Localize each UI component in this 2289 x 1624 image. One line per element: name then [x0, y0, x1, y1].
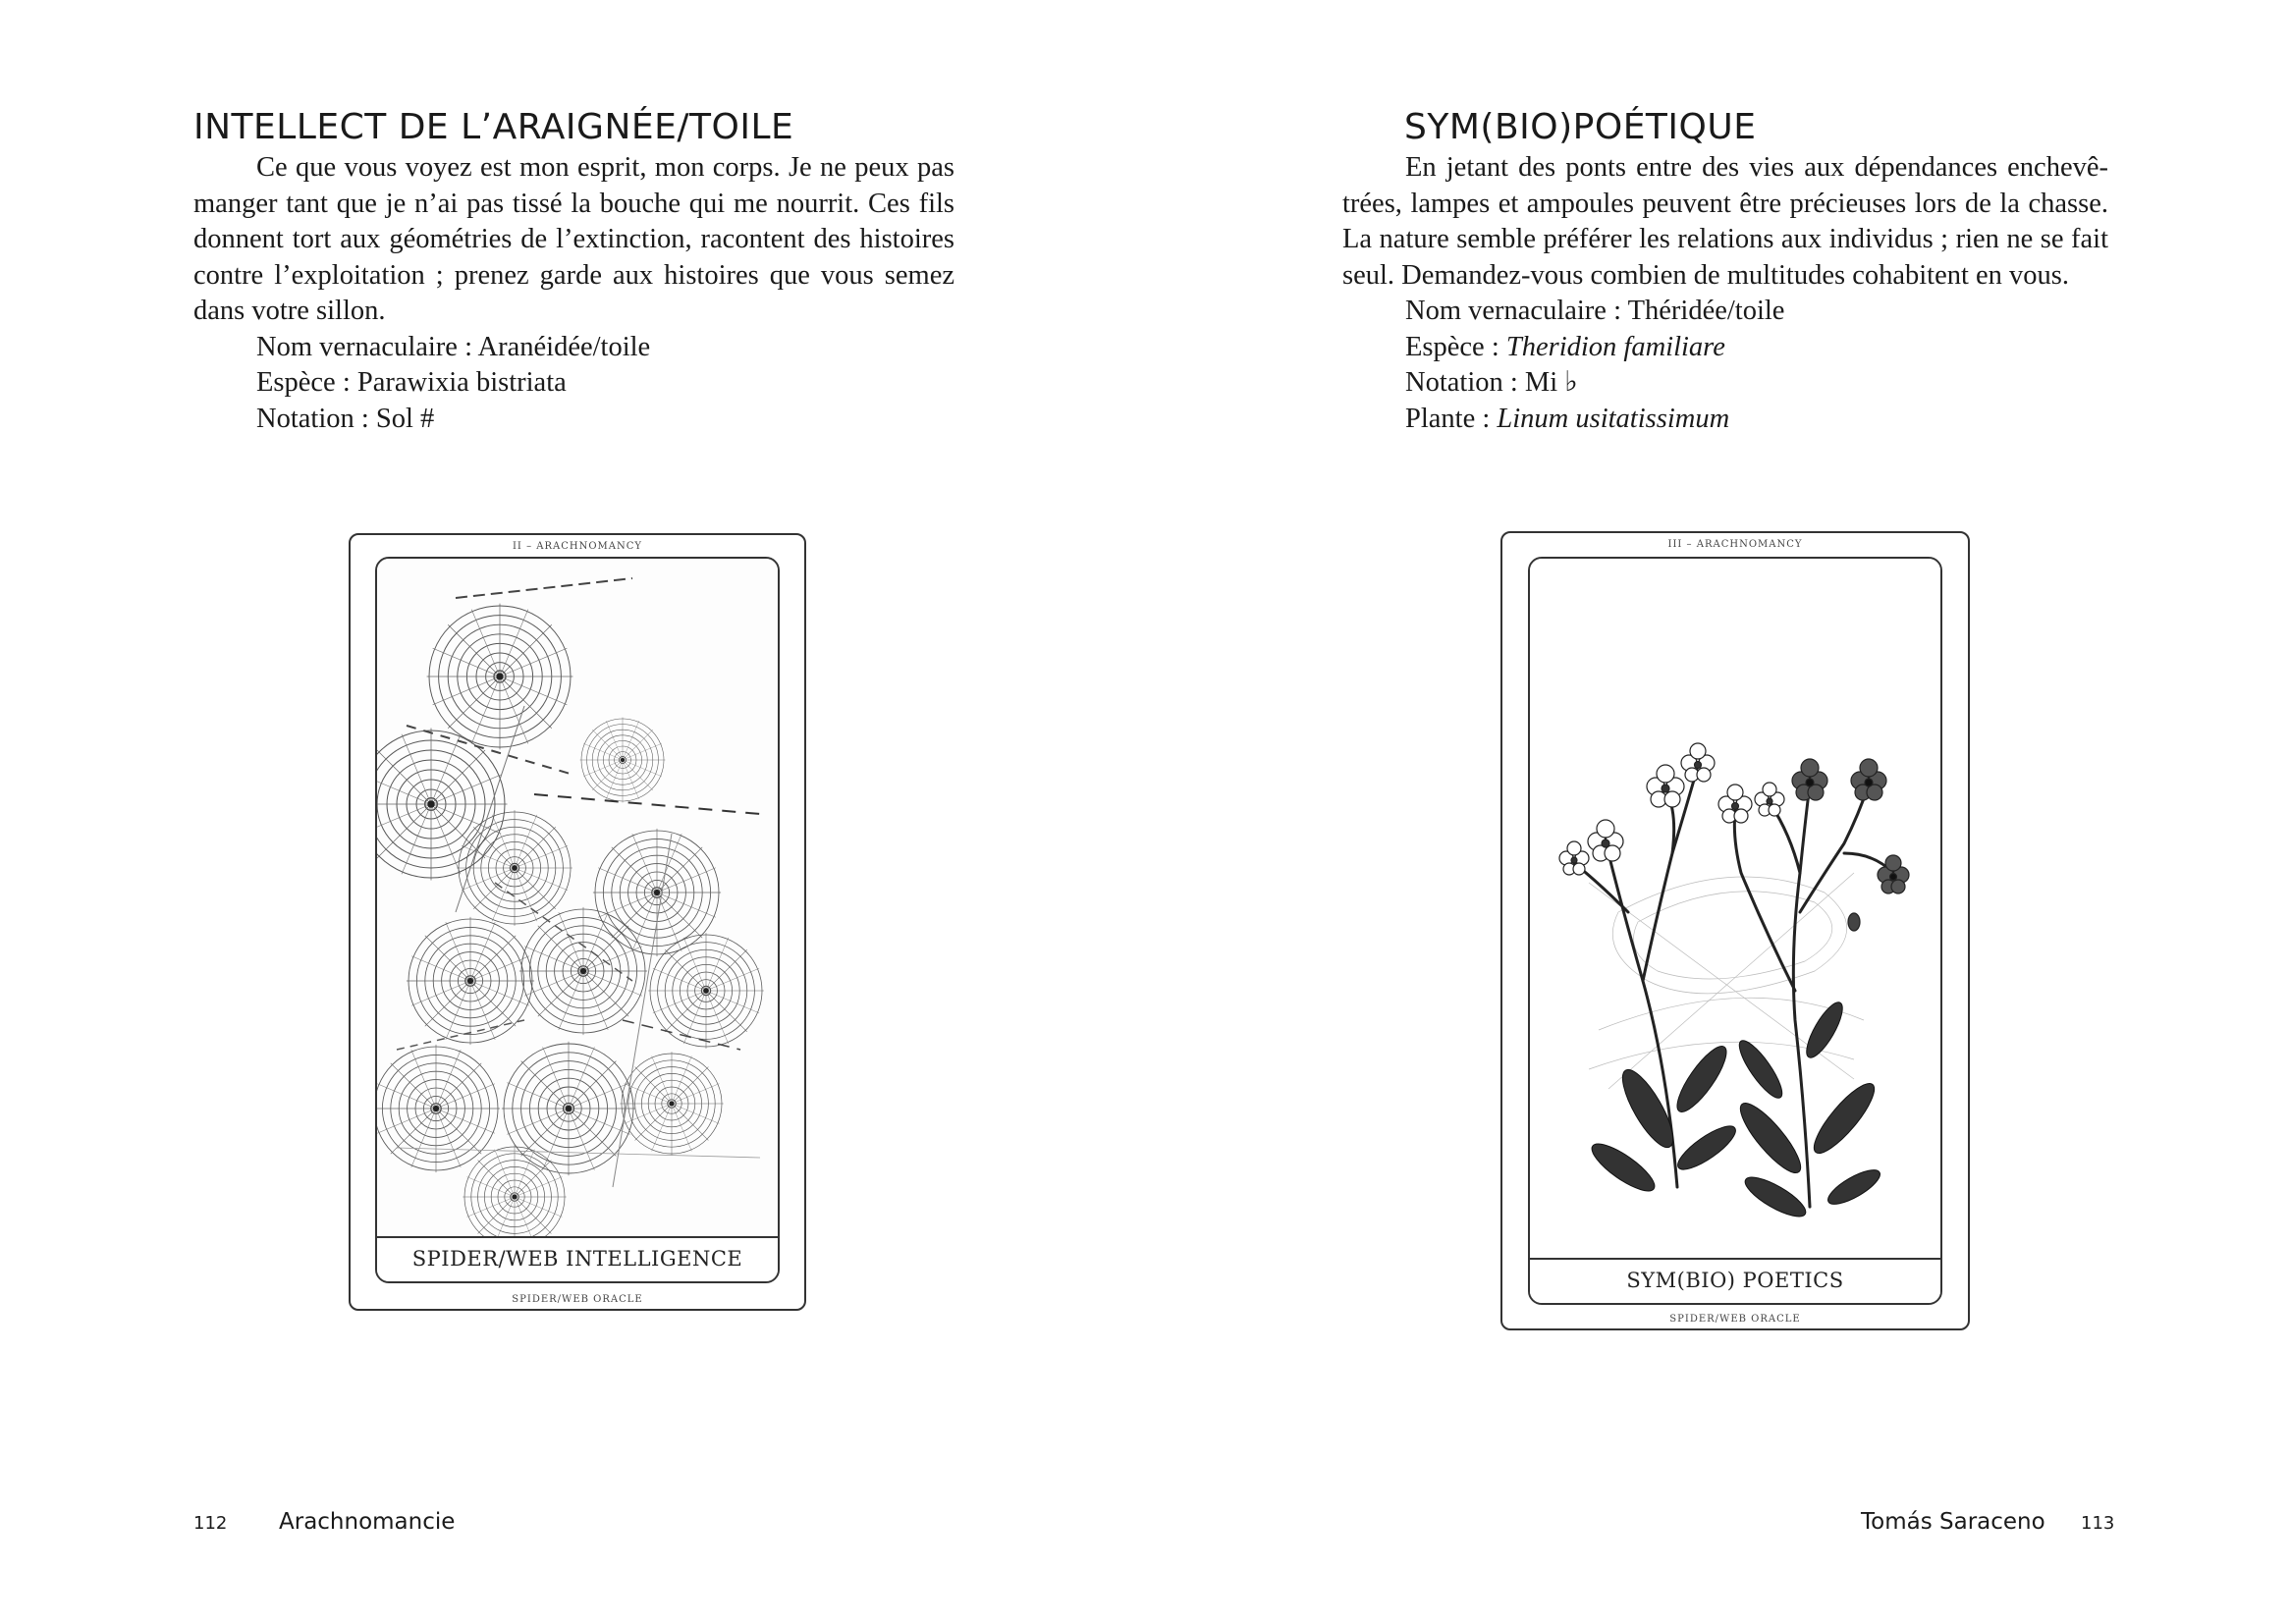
body-text — [1342, 150, 2108, 437]
meta-label: Espèce : — [256, 367, 357, 398]
page-number: 112 — [193, 1513, 228, 1534]
meta-label: Notation : — [1405, 367, 1525, 398]
running-head: Tomás Saraceno — [1861, 1509, 2045, 1535]
body-paragraph: Ce que vous voyez est mon esprit, mon corps. Je ne peux pas manger tant que je n’ai pas tissé la bouche qui me nourrit. Ces fils donnent tort aux géométries de l’extinction, racontent des histoires contre l’exploitation ; prenez garde aux histoires que vous semez dans votre sillon. — [193, 152, 954, 326]
meta-label: Nom vernaculaire : — [256, 331, 478, 362]
card-frame — [375, 557, 780, 1283]
section-heading: SYM(BIO)POÉTIQUE — [1404, 107, 1757, 147]
meta-value: Mi ♭ — [1524, 367, 1578, 398]
spider-web-illustration — [377, 559, 778, 1236]
meta-item-species — [1342, 330, 2108, 366]
meta-label: Nom vernaculaire : — [1405, 296, 1628, 326]
card-bottom-label: SPIDER/WEB ORACLE — [512, 1294, 643, 1305]
flax-plant-illustration — [1530, 559, 1940, 1258]
meta-item-species — [193, 365, 954, 402]
card-bottom-label: SPIDER/WEB ORACLE — [1669, 1314, 1801, 1325]
meta-value: Aranéidée/toile — [477, 331, 651, 362]
meta-item-notation — [193, 402, 954, 438]
meta-label: Espèce : — [1405, 331, 1506, 362]
meta-item-vernacular — [1342, 294, 2108, 330]
meta-value: Theridion familiare — [1505, 331, 1725, 362]
oracle-card — [1500, 531, 1970, 1330]
meta-value: Théridée/toile — [1627, 296, 1785, 326]
meta-value: Parawixia bistriata — [356, 367, 567, 398]
meta-item-notation — [1342, 365, 2108, 402]
meta-value: Linum usitatissimum — [1497, 403, 1730, 434]
card-top-label: III – ARACHNOMANCY — [1667, 539, 1803, 550]
card-top-label: II – ARACHNOMANCY — [512, 541, 642, 552]
left-page — [0, 0, 1144, 1624]
page-number: 113 — [2081, 1513, 2115, 1534]
body-paragraph: En jetant des ponts entre des vies aux dépendances enchevê-trées, lampes et ampoules peuvent être précieuses lors de la chasse. La nature semble préférer les relations aux individus ; rien ne se fait seul. Demandez-vous combien de multitudes cohabitent en vous. — [1342, 152, 2108, 291]
card-title: SPIDER/WEB INTELLIGENCE — [377, 1236, 778, 1281]
meta-item-plant — [1342, 402, 2108, 438]
meta-item-vernacular — [193, 330, 954, 366]
card-title: SYM(BIO) POETICS — [1530, 1258, 1940, 1303]
running-head: Arachnomancie — [279, 1509, 456, 1535]
card-frame — [1528, 557, 1942, 1305]
meta-value: Sol # — [375, 403, 435, 434]
section-heading: INTELLECT DE L’ARAIGNÉE/TOILE — [193, 107, 794, 147]
meta-label: Plante : — [1405, 403, 1498, 434]
oracle-card — [349, 533, 806, 1311]
meta-label: Notation : — [256, 403, 376, 434]
body-text — [193, 150, 954, 437]
right-page — [1145, 0, 2289, 1624]
